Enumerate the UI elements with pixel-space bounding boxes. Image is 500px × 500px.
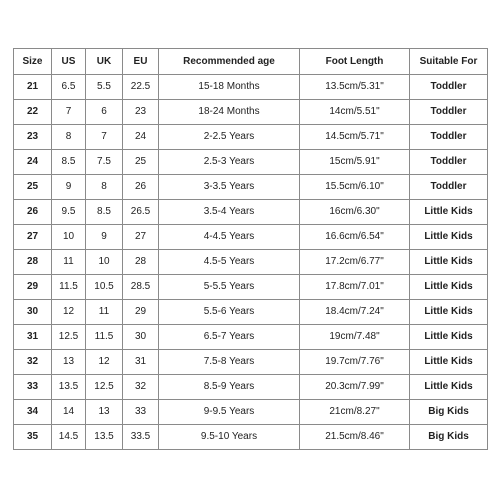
cell-eu: 23	[123, 100, 159, 125]
cell-recommended-age: 18-24 Months	[159, 100, 300, 125]
cell-foot-length: 21.5cm/8.46"	[300, 425, 410, 450]
cell-us: 13.5	[52, 375, 86, 400]
cell-eu: 33	[123, 400, 159, 425]
header-suitable-for: Suitable For	[410, 49, 488, 75]
cell-recommended-age: 2.5-3 Years	[159, 150, 300, 175]
cell-recommended-age: 6.5-7 Years	[159, 325, 300, 350]
cell-us: 9.5	[52, 200, 86, 225]
cell-recommended-age: 7.5-8 Years	[159, 350, 300, 375]
cell-foot-length: 16.6cm/6.54"	[300, 225, 410, 250]
cell-us: 14	[52, 400, 86, 425]
cell-suitable-for: Toddler	[410, 175, 488, 200]
cell-suitable-for: Little Kids	[410, 350, 488, 375]
cell-recommended-age: 5.5-6 Years	[159, 300, 300, 325]
cell-suitable-for: Toddler	[410, 75, 488, 100]
cell-foot-length: 20.3cm/7.99"	[300, 375, 410, 400]
cell-size: 31	[14, 325, 52, 350]
cell-eu: 28.5	[123, 275, 159, 300]
cell-recommended-age: 4.5-5 Years	[159, 250, 300, 275]
cell-suitable-for: Little Kids	[410, 325, 488, 350]
cell-uk: 5.5	[86, 75, 123, 100]
cell-uk: 8.5	[86, 200, 123, 225]
cell-foot-length: 16cm/6.30"	[300, 200, 410, 225]
cell-recommended-age: 8.5-9 Years	[159, 375, 300, 400]
table-row	[14, 225, 488, 250]
cell-recommended-age: 2-2.5 Years	[159, 125, 300, 150]
cell-foot-length: 19.7cm/7.76"	[300, 350, 410, 375]
cell-eu: 31	[123, 350, 159, 375]
cell-foot-length: 21cm/8.27"	[300, 400, 410, 425]
header-eu: EU	[123, 49, 159, 75]
cell-eu: 33.5	[123, 425, 159, 450]
table-row	[14, 250, 488, 275]
cell-suitable-for: Little Kids	[410, 275, 488, 300]
cell-size: 29	[14, 275, 52, 300]
cell-suitable-for: Little Kids	[410, 375, 488, 400]
cell-eu: 28	[123, 250, 159, 275]
cell-size: 28	[14, 250, 52, 275]
cell-uk: 12	[86, 350, 123, 375]
cell-foot-length: 15cm/5.91"	[300, 150, 410, 175]
cell-uk: 8	[86, 175, 123, 200]
cell-uk: 13	[86, 400, 123, 425]
cell-foot-length: 13.5cm/5.31"	[300, 75, 410, 100]
cell-us: 7	[52, 100, 86, 125]
table-row	[14, 175, 488, 200]
cell-uk: 11.5	[86, 325, 123, 350]
cell-foot-length: 17.8cm/7.01"	[300, 275, 410, 300]
table-row	[14, 425, 488, 450]
cell-eu: 24	[123, 125, 159, 150]
cell-us: 8.5	[52, 150, 86, 175]
cell-uk: 10.5	[86, 275, 123, 300]
header-size: Size	[14, 49, 52, 75]
cell-uk: 13.5	[86, 425, 123, 450]
cell-us: 12.5	[52, 325, 86, 350]
table-row	[14, 300, 488, 325]
cell-suitable-for: Toddler	[410, 100, 488, 125]
cell-size: 34	[14, 400, 52, 425]
cell-us: 11.5	[52, 275, 86, 300]
cell-uk: 7	[86, 125, 123, 150]
cell-size: 33	[14, 375, 52, 400]
cell-eu: 32	[123, 375, 159, 400]
table-row	[14, 100, 488, 125]
header-us: US	[52, 49, 86, 75]
cell-foot-length: 18.4cm/7.24"	[300, 300, 410, 325]
cell-suitable-for: Little Kids	[410, 225, 488, 250]
cell-suitable-for: Little Kids	[410, 300, 488, 325]
cell-us: 11	[52, 250, 86, 275]
table-row	[14, 325, 488, 350]
cell-suitable-for: Little Kids	[410, 200, 488, 225]
cell-us: 8	[52, 125, 86, 150]
header-recommended-age: Recommended age	[159, 49, 300, 75]
cell-suitable-for: Big Kids	[410, 425, 488, 450]
cell-eu: 29	[123, 300, 159, 325]
cell-recommended-age: 3.5-4 Years	[159, 200, 300, 225]
cell-size: 27	[14, 225, 52, 250]
cell-uk: 7.5	[86, 150, 123, 175]
cell-uk: 9	[86, 225, 123, 250]
size-chart-table	[13, 48, 488, 450]
cell-uk: 6	[86, 100, 123, 125]
cell-us: 14.5	[52, 425, 86, 450]
cell-recommended-age: 3-3.5 Years	[159, 175, 300, 200]
cell-eu: 27	[123, 225, 159, 250]
table-row	[14, 200, 488, 225]
cell-us: 12	[52, 300, 86, 325]
table-row	[14, 150, 488, 175]
table-row	[14, 350, 488, 375]
cell-size: 22	[14, 100, 52, 125]
cell-us: 10	[52, 225, 86, 250]
cell-uk: 10	[86, 250, 123, 275]
table-row	[14, 125, 488, 150]
table-row	[14, 375, 488, 400]
table-body	[14, 75, 488, 450]
cell-foot-length: 14.5cm/5.71"	[300, 125, 410, 150]
cell-size: 30	[14, 300, 52, 325]
header-foot-length: Foot Length	[300, 49, 410, 75]
cell-eu: 22.5	[123, 75, 159, 100]
cell-size: 23	[14, 125, 52, 150]
cell-eu: 25	[123, 150, 159, 175]
header-uk: UK	[86, 49, 123, 75]
table-row	[14, 275, 488, 300]
cell-eu: 26.5	[123, 200, 159, 225]
cell-recommended-age: 4-4.5 Years	[159, 225, 300, 250]
cell-size: 25	[14, 175, 52, 200]
cell-eu: 26	[123, 175, 159, 200]
cell-suitable-for: Toddler	[410, 150, 488, 175]
cell-foot-length: 15.5cm/6.10"	[300, 175, 410, 200]
cell-us: 6.5	[52, 75, 86, 100]
cell-size: 32	[14, 350, 52, 375]
cell-recommended-age: 9-9.5 Years	[159, 400, 300, 425]
cell-recommended-age: 9.5-10 Years	[159, 425, 300, 450]
table-row	[14, 400, 488, 425]
cell-us: 9	[52, 175, 86, 200]
table-row	[14, 75, 488, 100]
cell-size: 35	[14, 425, 52, 450]
cell-size: 24	[14, 150, 52, 175]
cell-uk: 12.5	[86, 375, 123, 400]
cell-foot-length: 14cm/5.51"	[300, 100, 410, 125]
cell-recommended-age: 5-5.5 Years	[159, 275, 300, 300]
cell-suitable-for: Big Kids	[410, 400, 488, 425]
cell-suitable-for: Toddler	[410, 125, 488, 150]
cell-eu: 30	[123, 325, 159, 350]
header-row	[14, 49, 488, 75]
cell-size: 26	[14, 200, 52, 225]
cell-recommended-age: 15-18 Months	[159, 75, 300, 100]
cell-foot-length: 17.2cm/6.77"	[300, 250, 410, 275]
cell-suitable-for: Little Kids	[410, 250, 488, 275]
cell-uk: 11	[86, 300, 123, 325]
cell-us: 13	[52, 350, 86, 375]
cell-size: 21	[14, 75, 52, 100]
cell-foot-length: 19cm/7.48"	[300, 325, 410, 350]
